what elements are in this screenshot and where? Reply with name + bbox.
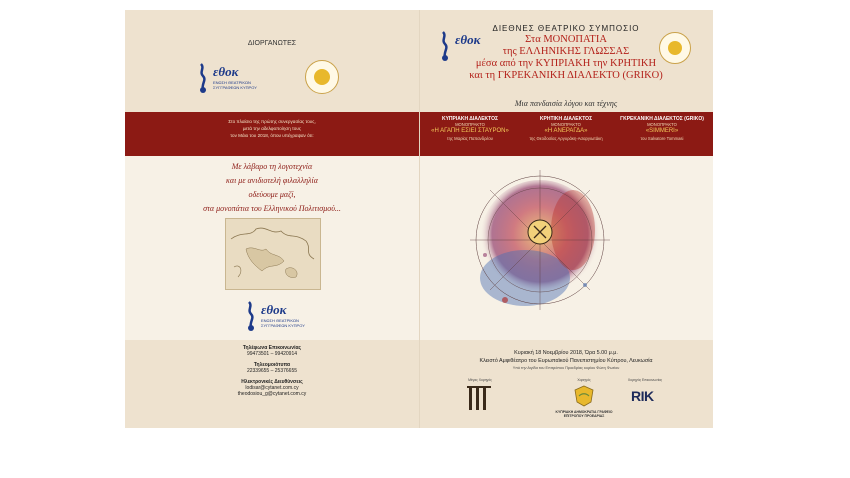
- eothk-caption: ΕΝΩΣΗ ΘΕΑΤΡΙΚΩΝ ΣΥΓΓΡΑΦΕΩΝ ΚΥΠΡΟΥ: [261, 318, 305, 328]
- title-line: Στα ΜΟΝΟΠΑΤΙΑ: [525, 34, 607, 45]
- quote-line: Με λάβαρο τη λογοτεχνία: [231, 162, 313, 171]
- play-author: της Μαρίας Παπανδρέου: [447, 136, 493, 141]
- sponsor-name: ΚΥΠΡΙΑΚΗ ΔΗΜΟΚΡΑΤΙΑ ΓΡΑΦΕΙΟ ΕΠΙΤΡΟΠΟΥ ΠΡΟΕΔΡΙΑΣ: [555, 410, 613, 418]
- seal-emblem: [314, 69, 330, 85]
- motto-quote: [125, 160, 419, 216]
- email-link[interactable]: lodisar@cytanet.com.cy: [245, 385, 299, 392]
- play-cypriot: [423, 116, 517, 141]
- title-line: μέσα από την ΚΥΠΡΙΑΚΗ την ΚΡΗΤΙΚΗ: [475, 58, 657, 69]
- eothk-logo: [195, 62, 259, 98]
- play-griko: [615, 116, 709, 141]
- play-title: «Η ΑΓΑΠΗ ΕΣΙΕΙ ΣΤΑΥΡΟΝ»: [431, 128, 509, 134]
- sponsor-role: Μέγας Χορηγός: [468, 378, 492, 382]
- play-cretan: [519, 116, 613, 141]
- symposium-heading: ΔΙΕΘΝΕΣ ΘΕΑΤΡΙΚΟ ΣΥΜΠΟΣΙΟ: [492, 24, 640, 33]
- phones-label: Τηλέφωνα Επικοινωνίας: [242, 345, 302, 351]
- rik-logo: RIK: [631, 388, 654, 404]
- play-title: «Η ΑΝΕΡΑΓΔΑ»: [544, 128, 588, 134]
- play-kind: ΜΟΝΟΠΡΑΚΤΟ: [647, 122, 677, 127]
- quote-line: και με ανιδιοτελή φιλαλληλία: [226, 176, 318, 185]
- eothk-mark: εθοκ: [455, 32, 481, 47]
- major-sponsor-logo: [465, 384, 495, 414]
- collaboration-note: [125, 118, 419, 139]
- title-line: και τη ΓΚΡΕΚΑΝΙΚΗ ΔΙΑΛΕΚΤΟ (GRIKO): [469, 70, 663, 81]
- quote-line: οδεύουμε μαζί,: [248, 190, 296, 199]
- hand-icon: [243, 300, 259, 332]
- antique-map-image: [225, 218, 321, 290]
- email-label: Ηλεκτρονικές Διευθύνσεις: [241, 378, 303, 385]
- play-dialect: ΓΚΡΕΚΑΝΙΚΗ ΔΙΑΛΕΚΤΟΣ (GRIKO): [620, 116, 704, 122]
- play-title: «SIMMERI»: [645, 128, 679, 134]
- event-date: Κυριακή 18 Νοεμβρίου 2018, Ώρα 5.00 μ.μ.: [514, 350, 618, 356]
- phones-value: 99473501 – 99420914: [246, 351, 298, 358]
- quote-line: στα μονοπάτια του Ελληνικού Πολιτισμού...: [203, 204, 341, 213]
- event-venue: Κλειστό Αμφιθέατρο του Ευρωπαϊκού Πανεπιστημίου Κύπρου, Λευκωσία: [479, 358, 653, 364]
- play-author: της Θεοδοσίας Αργυράκη-Ασαργιωτάκη: [529, 136, 603, 141]
- eothk-mark: εθοκ: [213, 64, 239, 79]
- contact-info: [125, 345, 419, 398]
- sponsor-role: Χορηγός: [577, 378, 591, 382]
- event-subtitle: Μια πανδαισία λόγου και τέχνης: [514, 99, 618, 108]
- play-dialect: ΚΥΠΡΙΑΚΗ ΔΙΑΛΕΚΤΟΣ: [441, 116, 499, 122]
- eothk-caption: ΕΝΩΣΗ ΘΕΑΤΡΙΚΩΝ ΣΥΓΓΡΑΦΕΩΝ ΚΥΠΡΟΥ: [213, 80, 257, 90]
- collaboration-line: Στο πλαίσιο της πρώτης συνεργασίας τους,: [228, 119, 316, 124]
- map-drawing: [226, 219, 320, 289]
- play-author: του Salvatore Tommasi: [640, 136, 684, 141]
- email-link[interactable]: theodosiou_g@cytanet.com.cy: [237, 391, 307, 398]
- hand-icon: [195, 62, 211, 94]
- event-details: [419, 349, 713, 365]
- organizers-label: ΔΙΟΡΓΑΝΩΤΕΣ: [247, 40, 297, 47]
- play-dialect: ΚΡΗΤΙΚΗ ΔΙΑΛΕΚΤΟΣ: [539, 116, 593, 122]
- watercolor-emblem-artwork: [455, 160, 625, 330]
- collaboration-line: τον Μάιο του 2018, όπου υπέγραψαν ότι:: [230, 133, 314, 138]
- cyprus-seal-logo: [305, 60, 339, 94]
- cyprus-coat-of-arms-logo: [573, 384, 595, 408]
- brochure-sheet: [125, 10, 713, 428]
- play-kind: ΜΟΝΟΠΡΑΚΤΟ: [551, 122, 581, 127]
- eothk-logo-small: [243, 300, 307, 336]
- event-title: [419, 34, 713, 82]
- play-kind: ΜΟΝΟΠΡΑΚΤΟ: [455, 122, 485, 127]
- sponsor-role: Χορηγός Επικοινωνίας: [627, 378, 663, 382]
- collaboration-line: μετά την αδελφοποίηση τους: [242, 126, 302, 131]
- fax-value: 22339655 – 25376655: [246, 368, 298, 375]
- auspices-note: Υπό την Αιγίδα του Επιτρόπου Προεδρίας κυρίου Φώτη Φωτίου: [512, 366, 620, 370]
- eothk-mark: εθοκ: [261, 302, 287, 317]
- fax-label: Τηλεομοιότυπα: [253, 361, 291, 368]
- title-line: της ΕΛΛΗΝΙΚΗΣ ΓΛΩΣΣΑΣ: [502, 46, 630, 57]
